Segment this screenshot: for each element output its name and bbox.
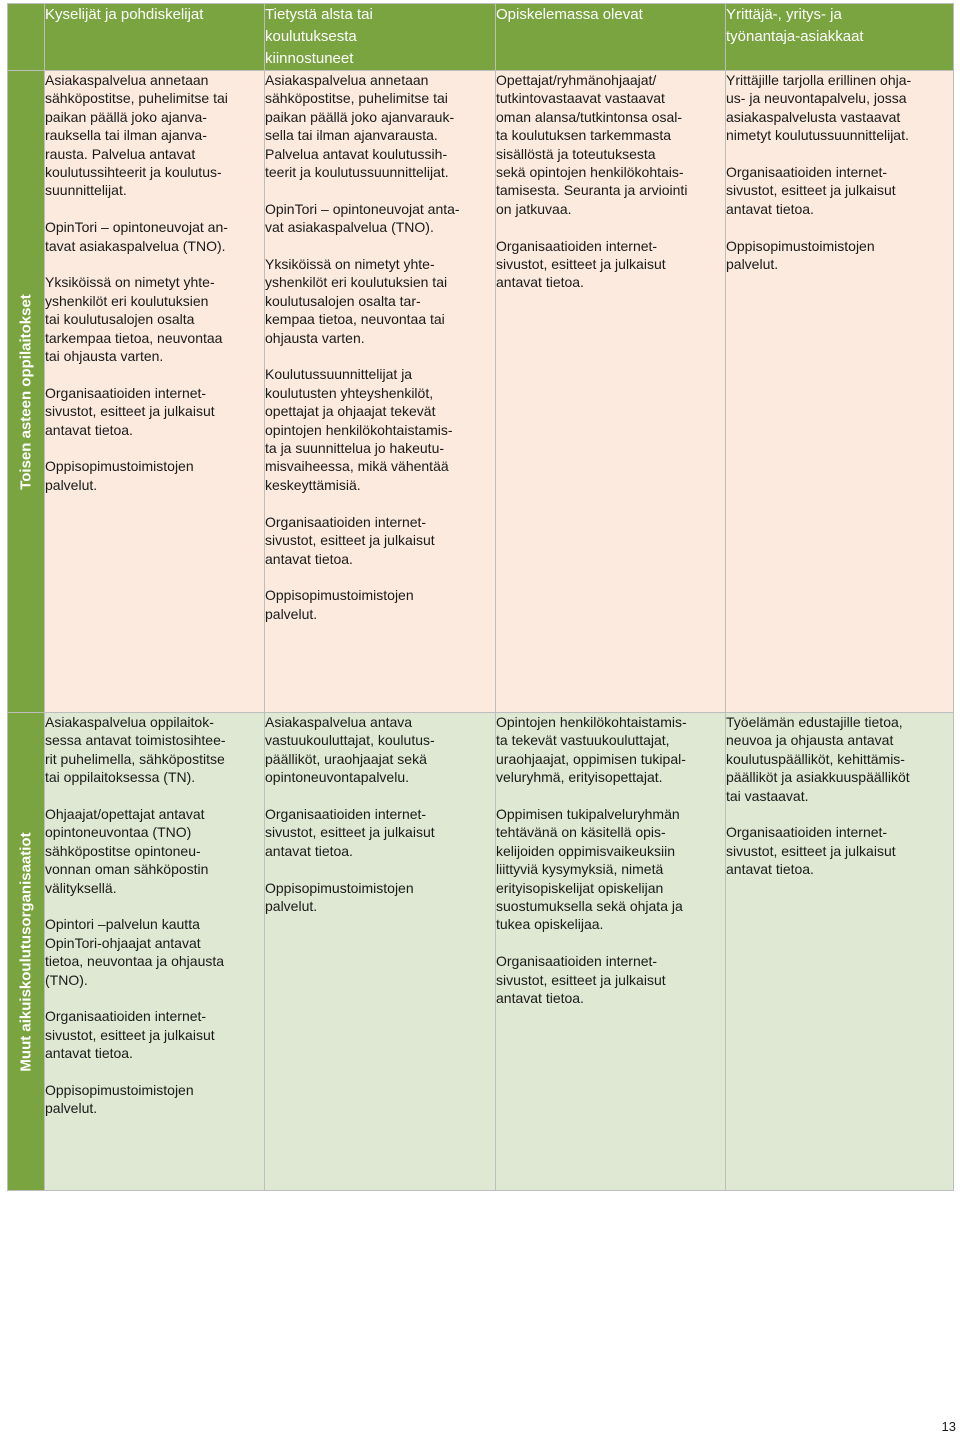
cell-r2-c3 (496, 713, 726, 1191)
page-number: 13 (941, 1419, 956, 1434)
paragraph: Organisaatioiden internet- sivustot, esitteet ja julkaisut antavat tietoa. (45, 384, 215, 438)
services-table (7, 3, 954, 1191)
header-row (8, 4, 954, 71)
paragraph: Organisaatioiden internet- sivustot, esitteet ja julkaisut antavat tietoa. (265, 806, 435, 859)
paragraph: Asiakaspalvelua oppilaitok- sessa antavat toimistosihtee- rit puhelimella, sähköpostitse tai oppilaitoksessa (TN). (45, 714, 226, 786)
header-corner (8, 4, 45, 71)
paragraph: Yksiköissä on nimetyt yhte- yshenkilöt eri koulutuksien tai koulutusalojen osalta tar- kempaa tietoa, neuvontaa tai ohjausta varten. (265, 256, 448, 346)
paragraph: Oppisopimustoimistojen palvelut. (265, 587, 414, 622)
paragraph: Koulutussuunnittelijat ja koulutusten yhteyshenkilöt, opettajat ja ohjaajat tekevät opintojen henkilökohtaistamis- ta ja suunnittelua jo hakeutu- misvaiheessa, mikä vähentää keskeyttämisiä. (265, 366, 453, 493)
row-label: Toisen asteen oppilaitokset (17, 293, 35, 490)
paragraph: Organisaatioiden internet- sivustot, esitteet ja julkaisut antavat tietoa. (726, 164, 896, 217)
paragraph: Ohjaajat/opettajat antavat opintoneuvontaa (TNO) sähköpostitse opintoneu- vonnan oman sähköpostin välityksellä. (45, 806, 209, 896)
paragraph: Organisaatioiden internet- sivustot, esitteet ja julkaisut antavat tietoa. (45, 1008, 215, 1062)
paragraph: Organisaatioiden internet- sivustot, esitteet ja julkaisut antavat tietoa. (726, 824, 896, 878)
header-opiskelemassa: Opiskelemassa olevat (496, 4, 726, 71)
paragraph: Asiakaspalvelua annetaan sähköpostitse, puhelimitse tai paikan päällä joko ajanva- rauksella tai ilman ajanva- rausta. Palvelua antavat koulutussihteerit ja koulutus- suunnittelijat. (45, 72, 228, 199)
paragraph: Asiakaspalvelua antava vastuukouluttajat, koulutus- päälliköt, uraohjaajat sekä opintoneuvontapalvelu. (265, 714, 435, 786)
paragraph: Työelämän edustajille tietoa, neuvoa ja ohjausta antavat koulutuspäälliköt, kehittämis- päälliköt ja asiakkuuspäälliköt tai vastaavat. (726, 714, 910, 804)
paragraph: Organisaatioiden internet- sivustot, esitteet ja julkaisut antavat tietoa. (496, 953, 666, 1007)
paragraph: Opintori –palvelun kautta OpinTori-ohjaajat antavat tietoa, neuvontaa ja ohjausta (TNO). (45, 916, 225, 988)
paragraph: Oppisopimustoimistojen palvelut. (45, 1082, 194, 1117)
header-kyselijat: Kyselijät ja pohdiskelijat (45, 4, 265, 71)
paragraph: Oppimisen tukipalveluryhmän tehtävänä on käsitellä opis- kelijoiden oppimisvaikeuksiin liittyviä kysymyksiä, nimetä erityisopiskelijat opiskelijan suostumuksella sekä ohjata ja tukea opiskelijaa. (496, 806, 683, 933)
row-label-cell (8, 71, 45, 713)
paragraph: Organisaatioiden internet- sivustot, esitteet ja julkaisut antavat tietoa. (496, 237, 666, 291)
cell-r1-c2 (265, 71, 496, 713)
header-tietysta-alasta: Tietystä alsta tai koulutuksesta kiinnostuneet (265, 4, 496, 71)
paragraph: Yksiköissä on nimetyt yhte- yshenkilöt eri koulutuksien tai koulutusalojen osalta tarkempaa tietoa, neuvontaa tai ohjausta varten. (45, 274, 223, 365)
row-label-cell (8, 713, 45, 1191)
paragraph: Oppisopimustoimistojen palvelut. (45, 458, 194, 493)
row-toisen-asteen (8, 71, 954, 713)
paragraph: OpinTori – opintoneuvojat anta- vat asiakaspalvelua (TNO). (265, 200, 460, 236)
cell-r1-c1 (45, 71, 265, 713)
header-yrittajat: Yrittäjä-, yritys- ja työnantaja-asiakkaat (726, 4, 954, 71)
paragraph: Organisaatioiden internet- sivustot, esitteet ja julkaisut antavat tietoa. (265, 513, 435, 567)
cell-r2-c1 (45, 713, 265, 1191)
paragraph: Oppisopimustoimistojen palvelut. (726, 237, 875, 273)
paragraph: Opintojen henkilökohtaistamis- ta tekevät vastuukouluttajat, uraohjaajat, oppimisen tukipal- veluryhmä, erityisopettajat. (496, 714, 687, 786)
paragraph: OpinTori – opintoneuvojat an- tavat asiakaspalvelua (TNO). (45, 219, 228, 254)
cell-r1-c4 (726, 71, 954, 713)
paragraph: Opettajat/ryhmänohjaajat/ tutkintovastaavat vastaavat oman alansa/tutkintonsa osal- ta koulutuksen tarkemmasta sisällöstä ja toteutuksesta sekä opintojen henkilökohtais- tamisesta. Seuranta ja arviointi on jatkuvaa. (496, 72, 688, 217)
paragraph: Yrittäjille tarjolla erillinen ohja- us- ja neuvontapalvelu, jossa asiakaspalvelusta vastaavat nimetyt koulutussuunnittelijat. (726, 72, 912, 144)
paragraph: Oppisopimustoimistojen palvelut. (265, 879, 414, 915)
cell-r1-c3 (496, 71, 726, 713)
row-muut-aikuiskoulutus (8, 713, 954, 1191)
row-label: Muut aikuiskoulutusorganisaatiot (17, 831, 35, 1072)
paragraph: Asiakaspalvelua annetaan sähköpostitse, puhelimitse tai paikan päällä joko ajanvarauk- sella tai ilman ajanvarausta. Palvelua antavat koulutussih- teerit ja koulutussuunnittelijat. (265, 72, 455, 181)
cell-r2-c2 (265, 713, 496, 1191)
cell-r2-c4 (726, 713, 954, 1191)
